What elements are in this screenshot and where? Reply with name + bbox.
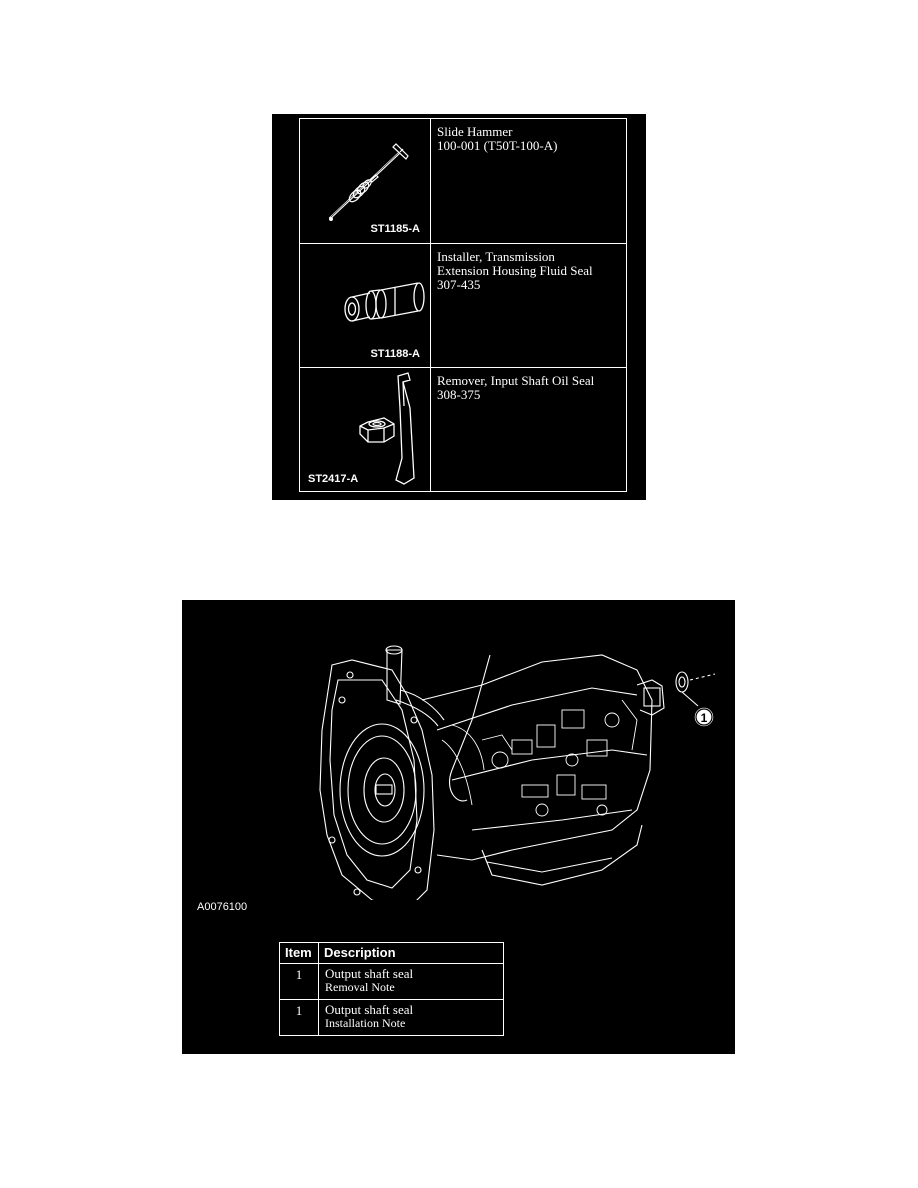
item-number: 1 <box>280 964 319 1000</box>
item-number: 1 <box>280 1000 319 1036</box>
tool-name-line: Extension Housing Fluid Seal <box>437 263 593 278</box>
tool-name: Slide Hammer <box>437 124 513 139</box>
tool-row <box>300 244 626 368</box>
tool-number: 307-435 <box>437 277 481 292</box>
special-tools-table <box>299 118 627 492</box>
item-column-header: Item <box>280 943 319 964</box>
callout-number: 1 <box>700 711 708 725</box>
tool-name-line: Installer, Transmission <box>437 249 555 264</box>
tool-code: ST1185-A <box>370 223 420 235</box>
tool-image-cell <box>300 244 431 367</box>
transmission-figure <box>182 600 735 1054</box>
tool-name: Remover, Input Shaft Oil Seal <box>437 373 595 388</box>
legend-row <box>280 964 504 1000</box>
tool-image-cell <box>300 119 431 243</box>
figure-id: A0076100 <box>197 901 248 913</box>
removal-note-link[interactable]: Removal Note <box>325 980 395 994</box>
tool-description <box>437 250 622 292</box>
tool-row <box>300 119 626 244</box>
tool-number: 308-375 <box>437 387 481 402</box>
item-description-cell <box>319 964 504 1000</box>
tool-row <box>300 368 626 491</box>
tool-description <box>437 125 622 153</box>
tool-code: ST2417-A <box>308 473 359 485</box>
parts-legend-table <box>279 942 504 1036</box>
legend-header-row <box>280 943 504 964</box>
legend-row <box>280 1000 504 1036</box>
tool-code: ST1188-A <box>370 348 420 360</box>
transmission-illustration <box>182 600 735 900</box>
special-tools-figure <box>272 114 646 500</box>
tool-image-cell <box>300 368 431 491</box>
installation-note-link[interactable]: Installation Note <box>325 1016 406 1030</box>
tool-number: 100-001 (T50T-100-A) <box>437 138 558 153</box>
description-column-header: Description <box>319 943 504 964</box>
item-description: Output shaft seal <box>325 1002 414 1017</box>
item-description: Output shaft seal <box>325 966 414 981</box>
item-description-cell <box>319 1000 504 1036</box>
tool-description <box>437 374 622 402</box>
